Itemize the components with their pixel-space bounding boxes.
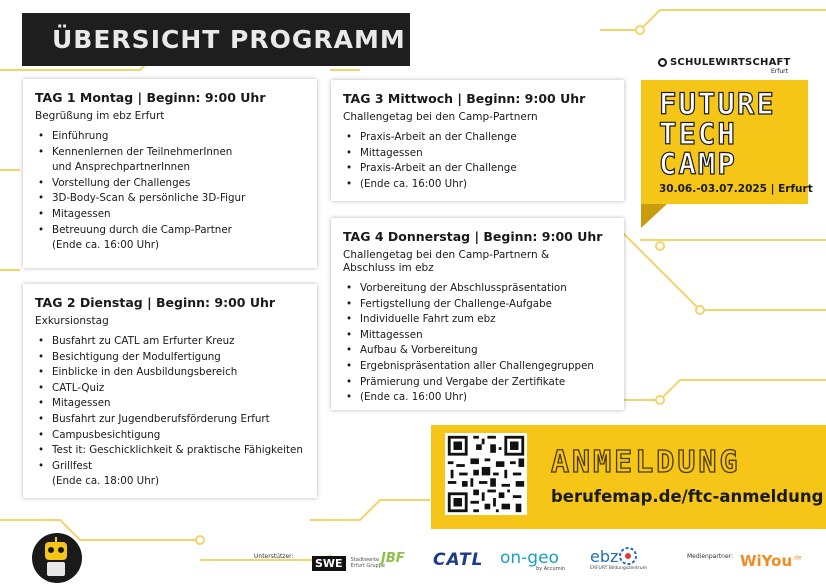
- list-item: • Ergebnispräsentation aller Challengegruppen: [343, 359, 624, 375]
- swe-logo: [312, 552, 385, 571]
- ebz-sub: ERFURT Bildungszentrum: [590, 566, 648, 571]
- list-item: • (Ende ca. 16:00 Uhr): [343, 390, 624, 406]
- list-item: • Einführung: [35, 129, 317, 145]
- camp-line-2: TECH: [659, 117, 737, 151]
- ongeo-mark: on-geo: [500, 548, 559, 568]
- day-3-subtitle: Challengetag bei den Camp-Partnern: [343, 111, 538, 123]
- ongeo-logo: [500, 548, 565, 572]
- swe-sub-1: Stadtwerke: [350, 556, 380, 563]
- swe-mark: SWE: [312, 556, 346, 571]
- day-3-title: TAG 3 Mittwoch | Beginn: 9:00 Uhr: [343, 91, 586, 106]
- list-item: • Einblicke in den Ausbildungsbereich: [35, 365, 317, 381]
- day-4-list: [343, 281, 624, 406]
- list-item: • Fertigstellung der Challenge-Aufgabe: [343, 297, 624, 313]
- ebz-mark: ebz: [590, 546, 619, 566]
- list-item: • Mittagessen: [343, 328, 624, 344]
- camp-dates: 30.06.-03.07.2025 | Erfurt: [659, 183, 813, 195]
- list-item: • Individuelle Fahrt zum ebz: [343, 312, 624, 328]
- list-item: • Besichtigung der Modulfertigung: [35, 350, 317, 366]
- list-item: • CATL-Quiz: [35, 381, 317, 397]
- day-2-title: TAG 2 Dienstag | Beginn: 9:00 Uhr: [35, 295, 276, 310]
- list-item: • Prämierung und Vergabe der Zertifikate: [343, 375, 624, 391]
- org-city: Erfurt: [771, 68, 788, 75]
- registration-banner: [431, 425, 826, 529]
- badge-fold: [641, 204, 667, 228]
- list-item: • Praxis-Arbeit an der Challenge: [343, 130, 624, 146]
- day-2-subtitle: Exkursionstag: [35, 315, 109, 327]
- title-bar: [22, 13, 410, 66]
- list-item: • (Ende ca. 16:00 Uhr): [343, 177, 624, 193]
- camp-line-1: FUTURE: [659, 87, 776, 121]
- day-1-card: [23, 79, 317, 268]
- day-3-list: [343, 130, 624, 192]
- list-item: (Ende ca. 18:00 Uhr): [52, 475, 159, 488]
- supporters-label: Unterstützer:: [254, 553, 294, 560]
- day-3-card: [331, 80, 624, 201]
- list-item: • Busfahrt zur Jugendberufsförderung Erfurt: [35, 412, 317, 428]
- list-item: und AnsprechpartnerInnen: [52, 161, 191, 174]
- registration-title: ANMELDUNG: [551, 445, 741, 480]
- robot-mascot-icon: [30, 532, 84, 584]
- ebz-logo: [590, 546, 647, 571]
- registration-link[interactable]: berufemap.de/ftc-anmeldung: [551, 487, 824, 506]
- list-item: • Grillfest: [35, 459, 317, 475]
- org-name: SCHULEWIRTSCHAFT: [670, 57, 791, 68]
- jbf-logo: JBF: [381, 551, 405, 566]
- day-1-subtitle: Begrüßung im ebz Erfurt: [35, 110, 165, 122]
- wiyou-domain: .de: [792, 554, 802, 562]
- list-item: • Kennenlernen der TeilnehmerInnen: [35, 145, 317, 161]
- day-1-title: TAG 1 Montag | Beginn: 9:00 Uhr: [35, 90, 266, 105]
- qr-code-icon[interactable]: [445, 433, 527, 515]
- wiyou-logo: [740, 551, 802, 570]
- list-item: • Mitagessen: [35, 396, 317, 412]
- list-item: • Busfahrt zu CATL am Erfurter Kreuz: [35, 334, 317, 350]
- list-item: • Mittagessen: [343, 146, 624, 162]
- list-item: • Test it: Geschicklichkeit & praktische Fähigkeiten: [35, 443, 317, 459]
- day-1-list: [35, 129, 317, 254]
- ongeo-sub: by Accumin: [536, 566, 566, 572]
- future-tech-camp-badge: [641, 80, 813, 204]
- camp-line-3: CAMP: [659, 147, 737, 181]
- list-item: • Vorbereitung der Abschlusspräsentation: [343, 281, 624, 297]
- list-item: • Praxis-Arbeit an der Challenge: [343, 161, 624, 177]
- list-item: • Aufbau & Vorbereitung: [343, 343, 624, 359]
- schulewirtschaft-logo: [658, 57, 808, 75]
- day-2-list: [35, 334, 317, 490]
- catl-logo: CATL: [433, 550, 484, 570]
- page-title: ÜBERSICHT PROGRAMM: [52, 25, 406, 54]
- ring-icon: [658, 58, 667, 67]
- day-4-title: TAG 4 Donnerstag | Beginn: 9:00 Uhr: [343, 229, 603, 244]
- list-item: (Ende ca. 16:00 Uhr): [52, 239, 159, 252]
- list-item: • Betreuung durch die Camp-Partner: [35, 223, 317, 239]
- day-4-card: [331, 218, 624, 410]
- list-item: • Vorstellung der Challenges: [35, 176, 317, 192]
- day-4-subtitle: Challengetag bei den Camp-Partnern & Abschluss im ebz: [343, 249, 550, 274]
- wiyou-mark: WiYou: [740, 552, 793, 570]
- list-item: • Campusbesichtigung: [35, 428, 317, 444]
- list-item: • Mitagessen: [35, 207, 317, 223]
- media-partner-label: Medienpartner:: [687, 553, 734, 560]
- swe-sub-2: Erfurt Gruppe: [350, 562, 385, 569]
- ebz-sun-icon: [618, 546, 638, 566]
- list-item: • 3D-Body-Scan & persönliche 3D-Figur: [35, 191, 317, 207]
- day-2-card: [23, 284, 317, 498]
